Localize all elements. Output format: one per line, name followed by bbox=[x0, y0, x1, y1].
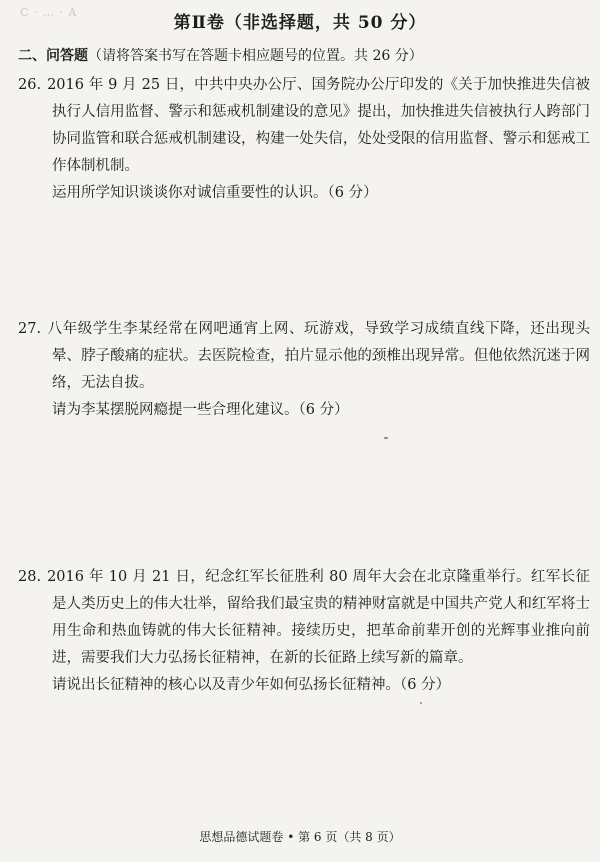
section-subheading bbox=[18, 45, 423, 65]
section-title: 第Ⅱ卷（非选择题，共 50 分） bbox=[173, 13, 427, 33]
question-number: 26. bbox=[18, 77, 42, 93]
question-28 bbox=[18, 564, 590, 699]
question-body bbox=[18, 564, 590, 672]
scan-speck bbox=[384, 437, 388, 439]
question-text: 八年级学生李某经常在网吧通宵上网、玩游戏，导致学习成绩直线下降，还出现头晕、脖子酸痛的症状。去医院检查，拍片显示他的颈椎出现异常。但他依然沉迷于网络，无法自拔。 bbox=[47, 321, 590, 391]
question-number: 27. bbox=[18, 321, 42, 337]
question-prompt: 请说出长征精神的核心以及青少年如何弘扬长征精神。（6 分） bbox=[52, 677, 451, 693]
subheading-note: （请将答案书写在答题卡相应题号的位置。共 26 分） bbox=[88, 48, 423, 64]
question-26 bbox=[18, 72, 590, 207]
page-footer: 思想品德试题卷 • 第 6 页（共 8 页） bbox=[199, 830, 401, 844]
question-prompt: 请为李某摆脱网瘾提一些合理化建议。（6 分） bbox=[52, 402, 349, 418]
question-prompt: 运用所学知识谈谈你对诚信重要性的认识。（6 分） bbox=[52, 185, 378, 201]
bleed-through-text: C · … · A bbox=[20, 6, 78, 19]
question-body bbox=[18, 316, 590, 397]
question-27 bbox=[18, 316, 590, 424]
subheading-label: 二、问答题 bbox=[18, 48, 88, 64]
scan-speck bbox=[420, 702, 422, 704]
question-text: 2016 年 10 月 21 日，纪念红军长征胜利 80 周年大会在北京隆重举行。红军长征是人类历史上的伟大壮举，留给我们最宝贵的精神财富就是中国共产党人和红军将士用生命和热血铸就的伟大长征精神。接续历史，把革命前辈开创的光辉事业推向前进，需要我们大力弘扬长征精神，在新的长征路上续写新的篇章。 bbox=[47, 569, 590, 666]
question-text: 2016 年 9 月 25 日，中共中央办公厅、国务院办公厅印发的《关于加快推进失信被执行人信用监督、警示和惩戒机制建设的意见》提出，加快推进失信被执行人跨部门协同监管和联合惩戒机制建设，构建一处失信，处处受限的信用监督、警示和惩戒工作体制机制。 bbox=[47, 77, 590, 174]
question-body bbox=[18, 72, 590, 180]
question-number: 28. bbox=[18, 569, 42, 585]
